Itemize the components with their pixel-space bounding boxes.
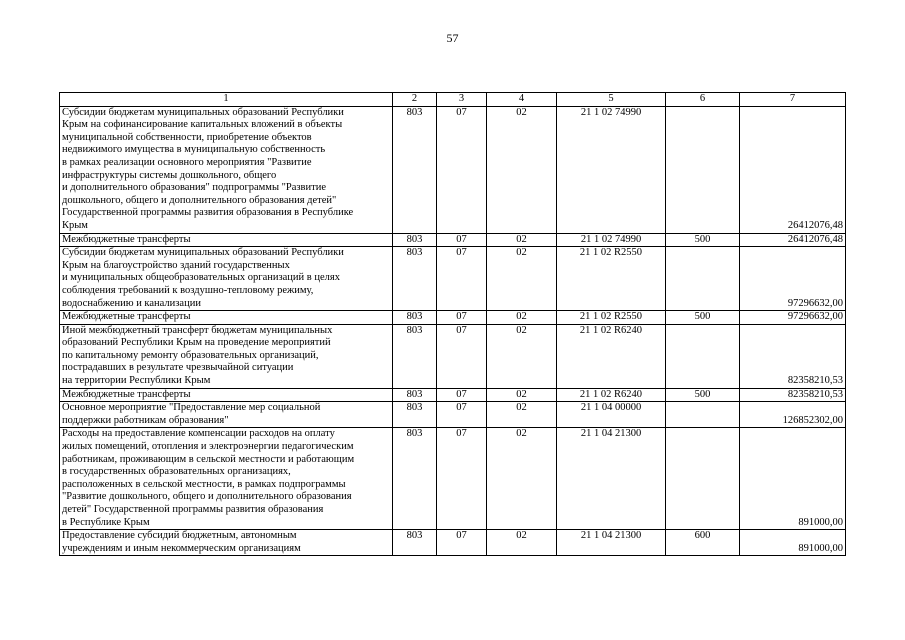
row-target-code: 21 1 04 00000 (557, 402, 666, 428)
row-amount: 97296632,00 (740, 311, 846, 325)
row-section-code: 07 (437, 402, 487, 428)
row-gr-code: 803 (393, 402, 437, 428)
column-header: 2 (393, 93, 437, 107)
description-line: детей" Государственной программы развития образования (62, 504, 324, 515)
description-line: по капитальному ремонту образовательных организаций, (62, 349, 319, 361)
row-expense-type-code (666, 402, 740, 428)
description-line: Крым на благоустройство зданий государственных (62, 259, 290, 271)
row-amount: 82358210,53 (740, 388, 846, 402)
row-gr-code: 803 (393, 311, 437, 325)
row-expense-type-code: 500 (666, 388, 740, 402)
description-line: Расходы на предоставление компенсации расходов на оплату (62, 428, 335, 440)
row-target-code: 21 1 02 R2550 (557, 247, 666, 311)
row-subsection-code: 02 (487, 428, 557, 530)
description-line: соблюдения требований к воздушно-тепловому режиму, (62, 284, 314, 296)
row-description (60, 428, 393, 530)
row-section-code: 07 (437, 428, 487, 530)
row-section-code: 07 (437, 388, 487, 402)
description-line: и дополнительного образования" подпрограммы "Развитие (62, 182, 327, 194)
row-section-code: 07 (437, 247, 487, 311)
row-amount: 126852302,00 (740, 402, 846, 428)
description-line: муниципальной собственности, приобретение объектов (62, 131, 312, 143)
row-target-code: 21 1 04 21300 (557, 428, 666, 530)
row-expense-type-code (666, 106, 740, 233)
row-subsection-code: 02 (487, 311, 557, 325)
description-line: Государственной программы развития образования в Республике (62, 207, 354, 219)
row-gr-code: 803 (393, 428, 437, 530)
description-line: расположенных в сельской местности, в рамках подпрограммы (62, 478, 346, 490)
row-amount: 97296632,00 (740, 247, 846, 311)
row-amount: 26412076,48 (740, 106, 846, 233)
row-gr-code: 803 (393, 106, 437, 233)
row-gr-code: 803 (393, 247, 437, 311)
description-line: и муниципальных общеобразовательных организаций в целях (62, 272, 340, 284)
row-expense-type-code: 500 (666, 233, 740, 247)
description-line: на территории Республики Крым (62, 375, 211, 387)
description-line: водоснабжению и канализации (62, 297, 201, 309)
column-header: 3 (437, 93, 487, 107)
description-line: Межбюджетные трансферты (62, 311, 191, 323)
description-line: поддержки работникам образования" (62, 414, 229, 426)
row-expense-type-code (666, 428, 740, 530)
row-subsection-code: 02 (487, 247, 557, 311)
row-gr-code: 803 (393, 388, 437, 402)
row-gr-code: 803 (393, 233, 437, 247)
row-description (60, 324, 393, 388)
column-header: 6 (666, 93, 740, 107)
row-amount: 891000,00 (740, 428, 846, 530)
table-row (60, 324, 846, 388)
column-header: 1 (60, 93, 393, 107)
column-header: 4 (487, 93, 557, 107)
column-header: 7 (740, 93, 846, 107)
row-target-code: 21 1 04 21300 (557, 530, 666, 556)
description-line: пострадавших в результате чрезвычайной ситуации (62, 362, 294, 374)
row-expense-type-code: 500 (666, 311, 740, 325)
table-row (60, 402, 846, 428)
description-line: Субсидии бюджетам муниципальных образований Республики (62, 247, 344, 259)
description-line: учреждениям и иным некоммерческим организациям (62, 542, 301, 554)
row-gr-code: 803 (393, 324, 437, 388)
description-line: в государственных образовательных организациях, (62, 466, 291, 478)
description-line: инфраструктуры системы дошкольного, общего (62, 169, 277, 181)
row-subsection-code: 02 (487, 402, 557, 428)
table-row (60, 233, 846, 247)
row-section-code: 07 (437, 233, 487, 247)
description-line: в рамках реализации основного мероприятия "Развитие (62, 156, 312, 168)
table-row (60, 530, 846, 556)
row-section-code: 07 (437, 324, 487, 388)
description-line: Межбюджетные трансферты (62, 233, 191, 245)
table-row (60, 106, 846, 233)
row-description (60, 530, 393, 556)
description-line: жилых помещений, отопления и электроэнергии педагогическим (62, 441, 354, 453)
row-target-code: 21 1 02 R6240 (557, 324, 666, 388)
row-expense-type-code (666, 324, 740, 388)
row-subsection-code: 02 (487, 530, 557, 556)
row-subsection-code: 02 (487, 388, 557, 402)
description-line: Субсидии бюджетам муниципальных образований Республики (62, 106, 344, 118)
row-description (60, 233, 393, 247)
description-line: Крым (62, 219, 88, 231)
row-expense-type-code (666, 247, 740, 311)
row-amount: 26412076,48 (740, 233, 846, 247)
table-row (60, 388, 846, 402)
row-description (60, 402, 393, 428)
description-line: Иной межбюджетный трансферт бюджетам муниципальных (62, 324, 333, 336)
table-row (60, 428, 846, 530)
description-line: недвижимого имущества в муниципальную собственность (62, 144, 326, 156)
description-line: работникам, проживающим в сельской местности и работающим (62, 453, 355, 465)
row-subsection-code: 02 (487, 233, 557, 247)
row-gr-code: 803 (393, 530, 437, 556)
row-target-code: 21 1 02 R6240 (557, 388, 666, 402)
row-section-code: 07 (437, 530, 487, 556)
page-number: 57 (446, 31, 459, 45)
budget-table (59, 92, 846, 556)
row-description (60, 311, 393, 325)
row-target-code: 21 1 02 R2550 (557, 311, 666, 325)
description-line: образований Республики Крым на проведение мероприятий (62, 337, 331, 349)
description-line: Крым на софинансирование капитальных вложений в объекты (62, 119, 343, 131)
description-line: "Развитие дошкольного, общего и дополнительного образования (62, 491, 352, 503)
row-section-code: 07 (437, 311, 487, 325)
row-section-code: 07 (437, 106, 487, 233)
row-description (60, 106, 393, 233)
row-expense-type-code: 600 (666, 530, 740, 556)
table-row (60, 247, 846, 311)
row-amount: 891000,00 (740, 530, 846, 556)
description-line: Межбюджетные трансферты (62, 388, 191, 400)
row-target-code: 21 1 02 74990 (557, 106, 666, 233)
row-target-code: 21 1 02 74990 (557, 233, 666, 247)
description-line: Предоставление субсидий бюджетным, автономным (62, 530, 297, 542)
row-description (60, 247, 393, 311)
row-description (60, 388, 393, 402)
row-subsection-code: 02 (487, 324, 557, 388)
column-header: 5 (557, 93, 666, 107)
row-subsection-code: 02 (487, 106, 557, 233)
row-amount: 82358210,53 (740, 324, 846, 388)
description-line: дошкольного, общего и дополнительного образования детей" (62, 194, 337, 206)
table-row (60, 311, 846, 325)
description-line: в Республике Крым (62, 516, 150, 528)
description-line: Основное мероприятие "Предоставление мер социальной (62, 402, 321, 414)
header-row (60, 93, 846, 107)
